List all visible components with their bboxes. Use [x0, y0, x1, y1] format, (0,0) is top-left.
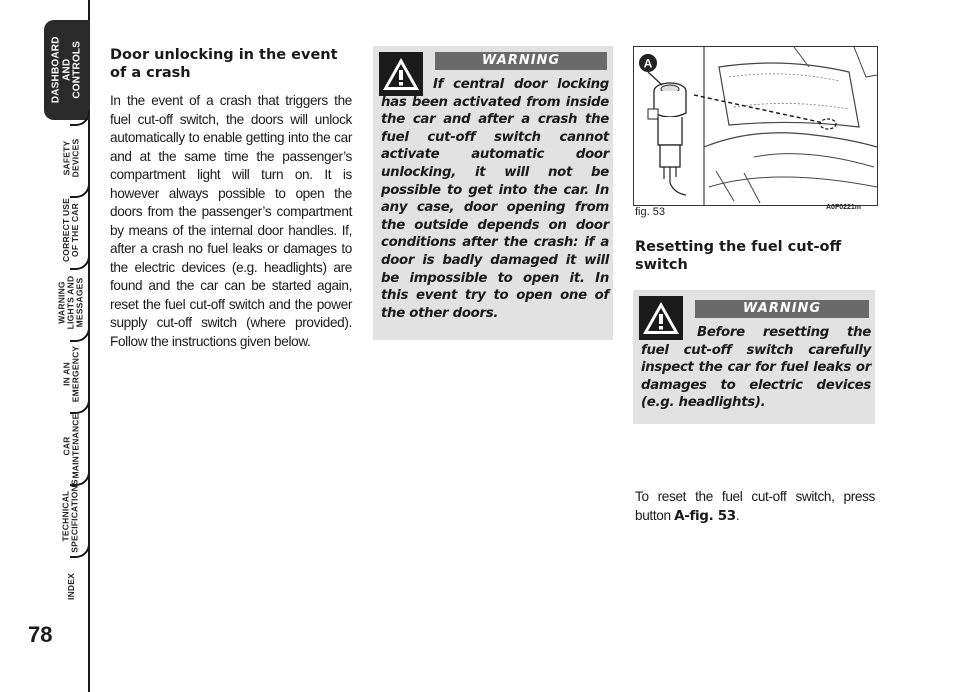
warning-box	[373, 46, 613, 340]
reset-instruction-text: To reset the fuel cut-off switch, press button	[635, 489, 875, 523]
tab-label: CAR MAINTENANCE	[61, 413, 81, 479]
tab-label: INDEX	[65, 572, 76, 600]
tab-dashboard-and-controls[interactable]	[44, 20, 90, 120]
warning-text: If central door locking has been activated from inside the car and after a crash the fuel cut-off switch cannot activate automatic door unlocking, it will not be possible to get into the car. In any case, door opening from the outside depends on door conditions after the crash: if a door is badly damaged it will be impossible to open it. In this event try to open one of the other doors.	[381, 77, 609, 321]
warning-label: WARNING	[695, 300, 869, 318]
tab-label: TECHNICAL SPECIFICATIONS	[61, 479, 81, 553]
tab-label: SAFETY DEVICES	[61, 138, 80, 178]
figure-reference: A-fig. 53	[674, 507, 736, 524]
section-body: In the event of a crash that triggers the fuel cut-off switch, the doors will unlock automatically to enable getting into the car and at the same time the passenger’s compartment light will turn on. It is however always possible to open the doors from the passenger’s compartment by means of the internal door handles. If, after a crash no fuel leaks or damages to the electric devices (e.g. headlights) are found and the car can be started again, reset the fuel cut-off switch and the power supply cut-off switch (where provided). Follow the instructions given below.	[110, 93, 352, 349]
section-heading-resetting: Resetting the fuel cut-off switch	[635, 239, 842, 273]
warning-label: WARNING	[435, 52, 607, 70]
tab-label: WARNING LIGHTS AND MESSAGES	[56, 275, 85, 329]
figure-code: A0F0221m	[826, 204, 862, 211]
reset-instruction-end: .	[735, 507, 740, 523]
reset-instruction	[635, 488, 875, 525]
warning-box	[633, 290, 875, 424]
section-heading: Door unlocking in the event of a crash	[110, 47, 338, 81]
tab-label: CORRECT USE OF THE CAR	[61, 197, 81, 263]
section-door-unlocking	[110, 46, 352, 351]
tab-label: DASHBOARD AND CONTROLS	[50, 36, 83, 104]
callout-a: A	[643, 56, 653, 71]
figure-53-illustration	[633, 46, 878, 206]
figure-caption: fig. 53	[635, 206, 665, 218]
fuel-cut-off-switch-drawing	[634, 47, 877, 205]
tab-index[interactable]	[56, 556, 86, 616]
warning-text: Before resetting the fuel cut-off switch carefully inspect the car for fuel leaks or damages to electric devices (e.g. headlights).	[641, 325, 871, 411]
section-tabs	[0, 0, 110, 692]
page-number: 78	[28, 622, 53, 647]
tab-label: IN AN EMERGENCY	[61, 345, 80, 403]
